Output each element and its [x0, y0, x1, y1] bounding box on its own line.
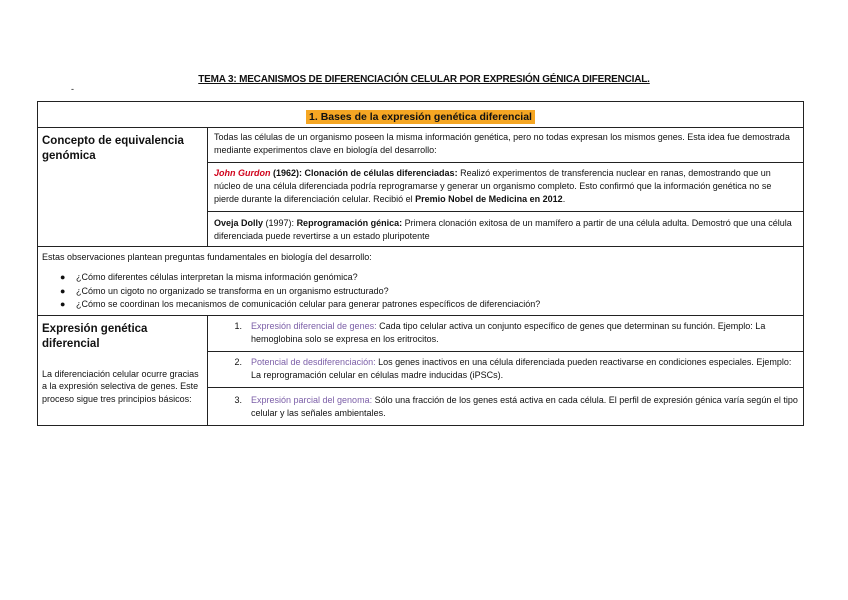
gurdon-text: Realizó experimentos de transferencia nuclear en ranas, demostrando que un núcleo de una célula diferenciada podría reprogramarse y generar un organismo completo. Esto confirmó que la información genética no se pierde durante la diferenciación celular. Recibió el	[214, 168, 772, 204]
equivalence-title: Concepto de equivalencia genómica	[42, 135, 184, 162]
list-item	[38, 271, 803, 285]
gurdon-year: (1962):	[270, 168, 305, 178]
gurdon-heading: Clonación de células diferenciadas:	[304, 168, 458, 178]
dolly-year: (1997):	[263, 218, 297, 228]
question-text: ¿Cómo se coordinan los mecanismos de comunicación celular para generar patrones específicos de diferenciación?	[76, 299, 541, 309]
expression-description: La diferenciación celular ocurre gracias a la expresión selectiva de genes. Este proceso sigue tres principios básicos:	[42, 368, 199, 404]
dolly-text: Primera clonación exitosa de un mamífero a partir de una célula adulta. Demostró que una célula diferenciada puede revertirse a un estado pluripotente	[214, 218, 792, 241]
principle-label: Expresión parcial del genoma:	[251, 394, 373, 405]
questions-row	[38, 247, 804, 316]
principle-label: Expresión diferencial de genes:	[251, 320, 377, 331]
equivalence-intro: Todas las células de un organismo poseen la misma información genética, pero no todas expresan los mismos genes. Esta idea fue demostrada mediante experimentos clave en biología del desarrollo:	[214, 132, 790, 155]
bullet-icon: ●	[60, 299, 66, 309]
principle-cell-1	[208, 315, 804, 351]
expression-title: Expresión genética diferencial	[42, 322, 148, 350]
dolly-cell	[208, 212, 804, 247]
gurdon-end: .	[562, 194, 566, 204]
principle-text: Los genes inactivos en una célula diferenciada pueden reactivarse en condiciones especiales. Ejemplo: La reprogramación celular en células madre inducidas (iPSCs).	[251, 356, 792, 380]
equivalence-title-cell	[38, 128, 208, 247]
bullet-icon: ●	[60, 285, 66, 296]
principle-text: Sólo una fracción de los genes está activa en cada célula. El perfil de expresión génica varía según el tipo celular y las señales ambientales.	[251, 394, 798, 418]
dolly-heading: Reprogramación génica:	[296, 218, 403, 228]
principle-number: 3.	[234, 394, 242, 405]
principle-number: 1.	[234, 320, 242, 331]
list-item	[38, 298, 803, 312]
gurdon-prize: Premio Nobel de Medicina en 2012	[415, 194, 563, 204]
bullet-icon: ●	[60, 272, 66, 282]
question-text: ¿Cómo un cigoto no organizado se transforma en un organismo estructurado?	[76, 285, 389, 296]
principle-label: Potencial de desdiferenciación:	[251, 356, 376, 367]
principle-cell-3	[208, 387, 804, 425]
equivalence-intro-cell	[208, 128, 804, 163]
dolly-name: Oveja Dolly	[214, 218, 264, 228]
list-item	[208, 388, 803, 425]
principle-number: 2.	[234, 356, 242, 367]
question-text: ¿Cómo diferentes células interpretan la misma información genómica?	[76, 272, 358, 282]
gurdon-cell	[208, 163, 804, 212]
dolly-paragraph	[208, 212, 803, 246]
questions-intro: Estas observaciones plantean preguntas fundamentales en biología del desarrollo:	[42, 252, 372, 262]
gurdon-paragraph	[208, 163, 803, 211]
content-table	[37, 101, 804, 426]
section-header: 1. Bases de la expresión genética diferencial	[306, 110, 535, 124]
principle-cell-2	[208, 351, 804, 387]
equivalence-row-intro	[38, 128, 804, 163]
list-item	[38, 285, 803, 299]
section-header-row	[38, 102, 804, 128]
list-item	[208, 352, 803, 387]
gurdon-name: John Gurdon	[214, 168, 271, 178]
principle-text: Cada tipo celular activa un conjunto específico de genes que determinan su función. Ejemplo: La hemoglobina solo se expresa en los eritrocitos.	[251, 320, 766, 344]
questions-list	[38, 271, 803, 312]
section-header-cell	[38, 102, 804, 128]
page-title: TEMA 3: MECANISMOS DE DIFERENCIACIÓN CELULAR POR EXPRESIÓN GÉNICA DIFERENCIAL.	[198, 74, 650, 85]
list-item	[208, 316, 803, 351]
questions-cell	[38, 247, 804, 316]
expression-title-cell	[38, 315, 208, 425]
principle-row-1	[38, 315, 804, 351]
dash-mark: -	[71, 84, 74, 94]
